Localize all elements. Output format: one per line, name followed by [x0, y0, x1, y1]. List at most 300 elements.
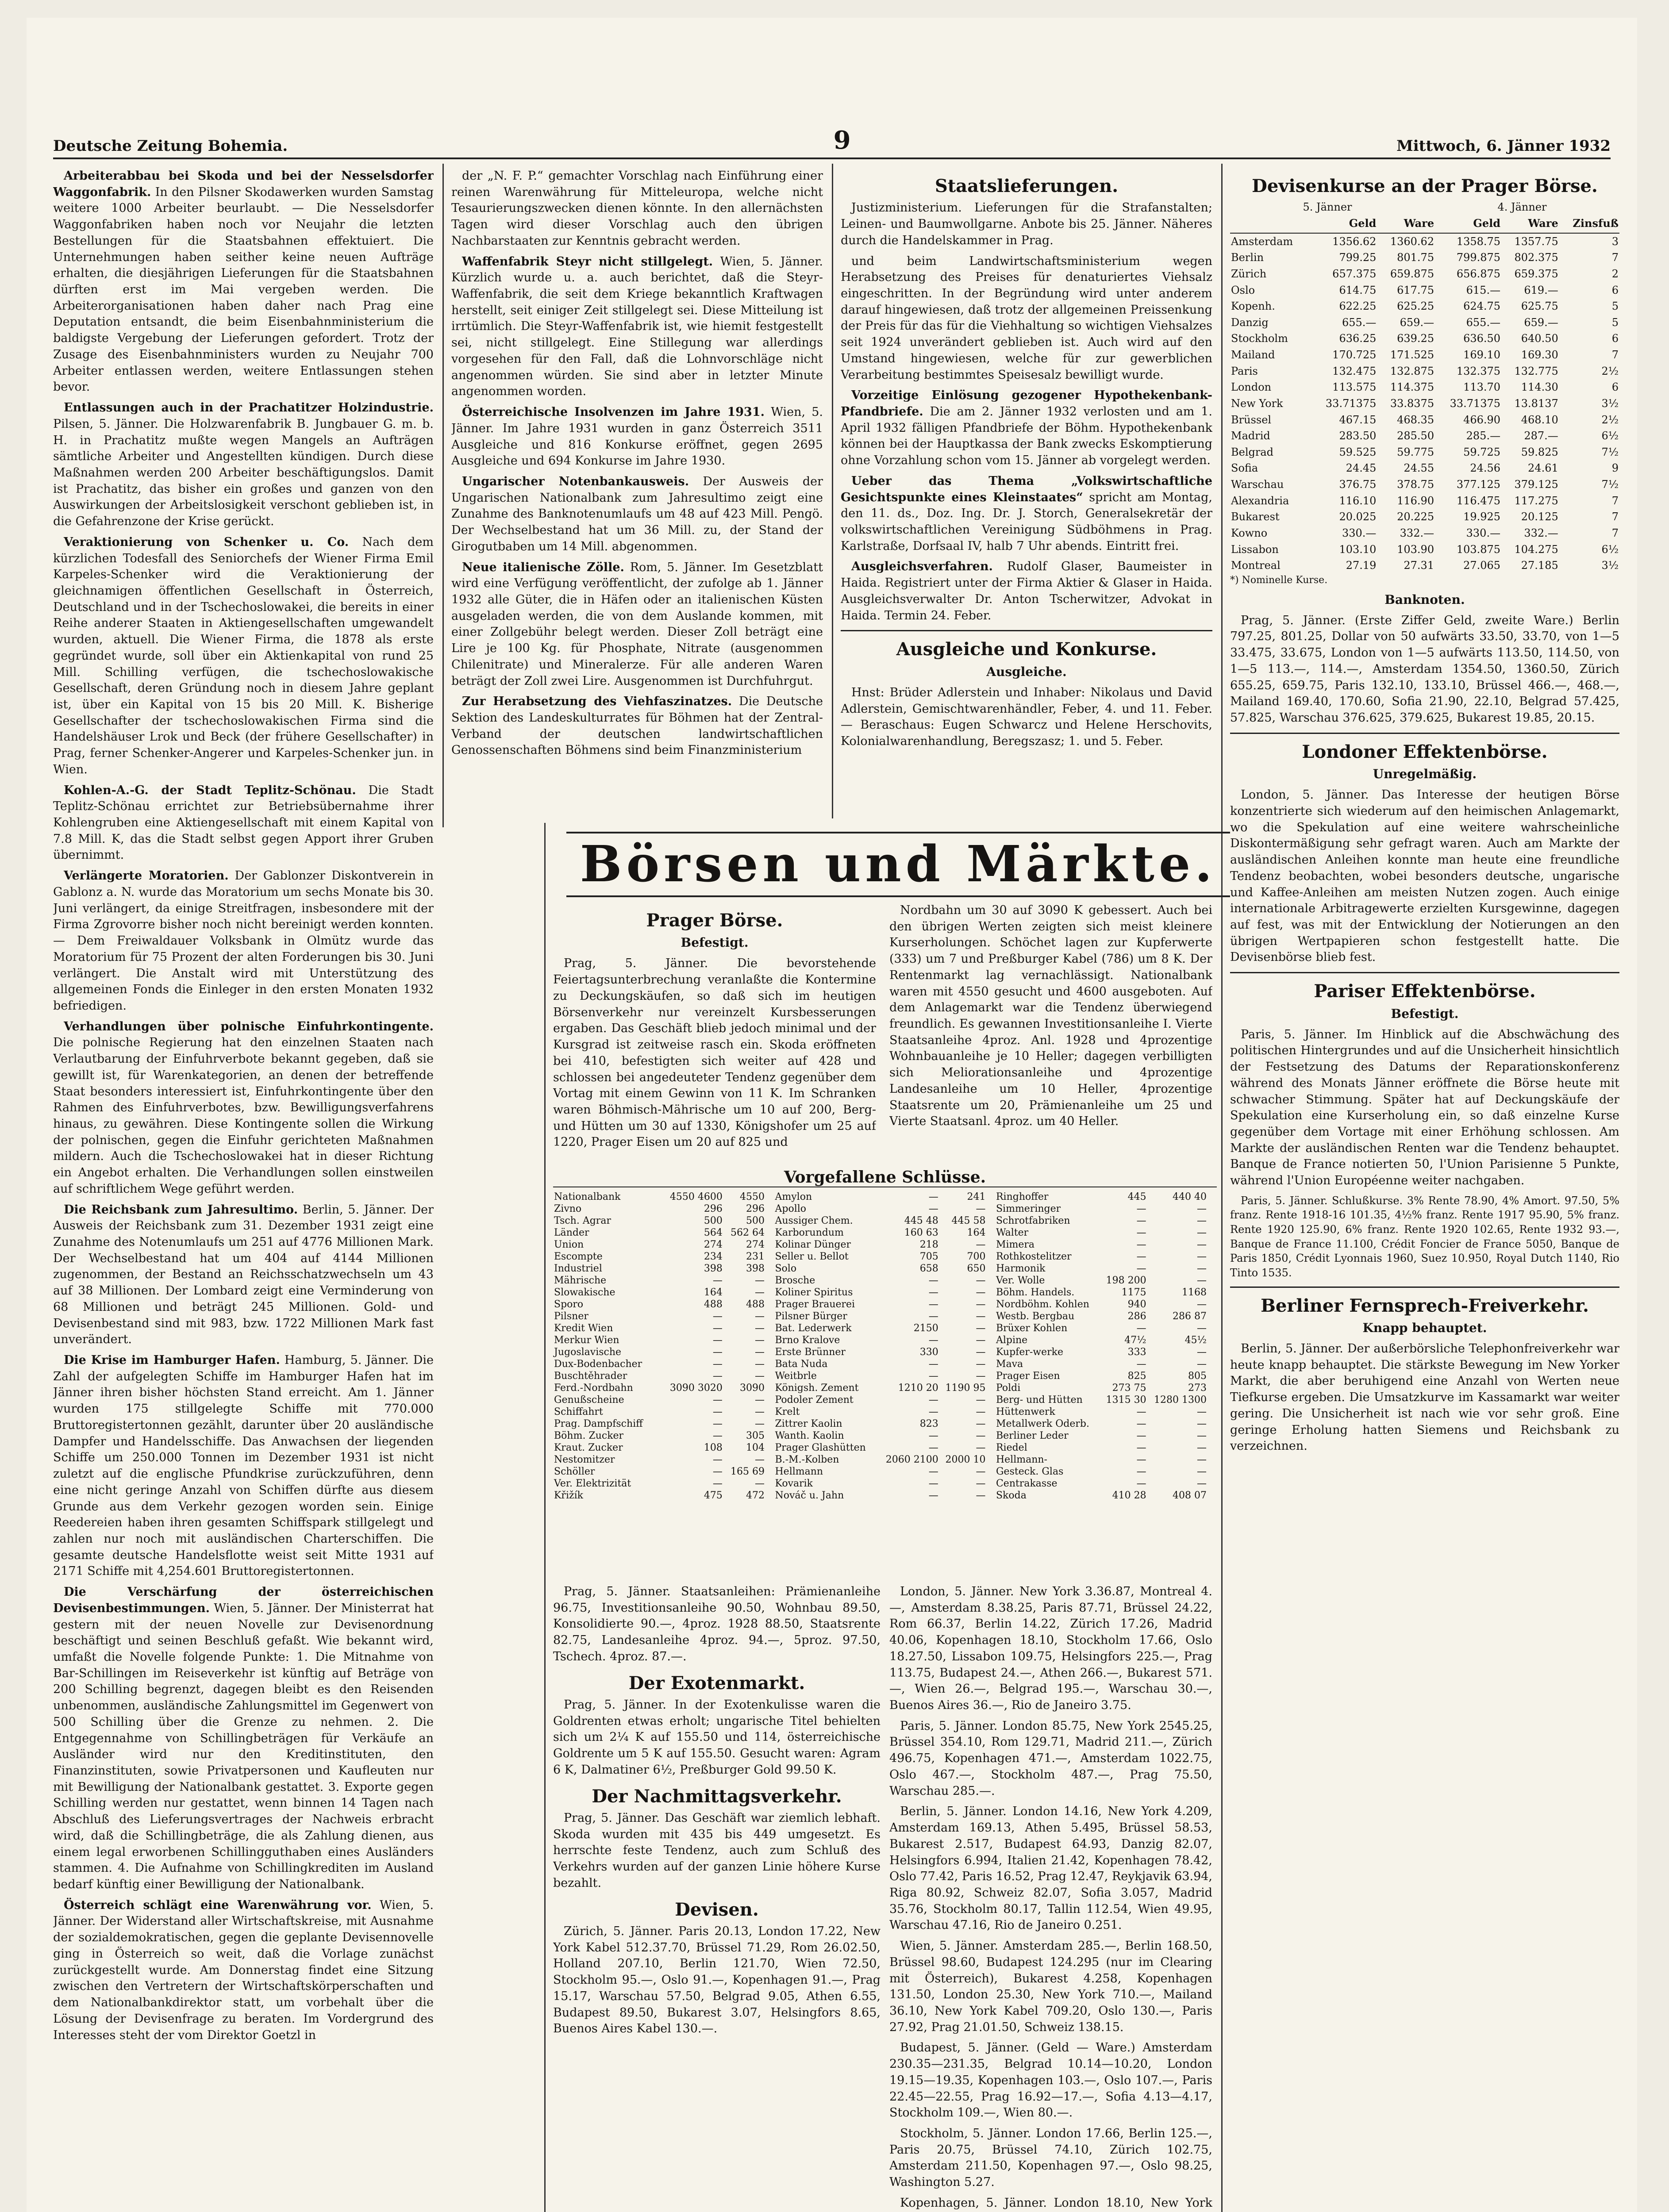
- stock-price: —: [976, 1359, 986, 1370]
- rate-value: 117.275: [1514, 494, 1558, 507]
- stock-price: —: [928, 1478, 938, 1489]
- london-sub: Unregelmäßig.: [1373, 767, 1477, 782]
- stock-price: 4550: [740, 1191, 765, 1202]
- stock-price: —: [712, 1430, 723, 1441]
- article-text: Der Ausweis der Ungarischen Nationalbank zum Jahresultimo zeigt eine Zunahme des Banknotenumlaufs um 48 auf 423 Mill. Pengö. Der Wechselbestand hat um 36 Mill. zu, der Stand der Girogutbaben um 14 Mill. abgenommen.: [451, 474, 823, 553]
- stock-name: Nestomitzer: [554, 1454, 615, 1465]
- rate-value: 104.275: [1514, 543, 1558, 556]
- stock-row: [995, 1406, 1208, 1418]
- stock-row: [553, 1334, 765, 1346]
- stock-price: —: [976, 1311, 986, 1322]
- rate-city: Mailand: [1231, 349, 1275, 361]
- stock-price: —: [755, 1359, 765, 1370]
- stock-row: [995, 1227, 1208, 1239]
- stock-name: Nordböhm. Kohlen: [996, 1299, 1089, 1310]
- article-paragraph: [53, 868, 434, 1014]
- stock-row: [995, 1191, 1208, 1203]
- stock-name: B.-M.-Kolben: [775, 1454, 839, 1465]
- rate-value: 169.30: [1521, 349, 1558, 361]
- exoten-title: Der Exotenmarkt.: [628, 1672, 805, 1694]
- rate-value: 332.—: [1524, 526, 1558, 539]
- rate-column-header: Geld: [1435, 215, 1501, 233]
- stock-price: —: [755, 1311, 765, 1322]
- rate-row: [1230, 298, 1619, 315]
- stock-row: [774, 1286, 986, 1298]
- stock-row: [774, 1454, 986, 1466]
- stock-row: [774, 1263, 986, 1275]
- stock-name: Ver. Wolle: [996, 1275, 1045, 1286]
- stock-row: [774, 1275, 986, 1286]
- rate-value: 113.70: [1463, 381, 1501, 394]
- stock-row: [995, 1334, 1208, 1346]
- rate-row: [1230, 476, 1619, 493]
- rate-value: 24.56: [1470, 462, 1501, 475]
- stock-name: Apollo: [775, 1203, 807, 1214]
- stock-price: —: [976, 1371, 986, 1382]
- article-headline: Ueber das Thema „Volkswirtschaftliche Gesichtspunkte eines Kleinstaates“: [841, 474, 1212, 504]
- stock-name: Mava: [996, 1359, 1023, 1370]
- rate-value: 27.185: [1521, 559, 1558, 572]
- stock-price: 488: [746, 1299, 765, 1310]
- berlin-sub: Knapp behauptet.: [1362, 1320, 1487, 1335]
- stock-price: 274: [746, 1239, 765, 1250]
- stock-price: —: [928, 1299, 938, 1310]
- article-paragraph: [53, 534, 434, 778]
- stock-price: 218: [919, 1239, 938, 1250]
- stock-price: 47½: [1124, 1335, 1146, 1346]
- rate-row: [1230, 363, 1619, 380]
- rate-value: 624.75: [1463, 300, 1501, 313]
- stock-name: Walter: [996, 1227, 1029, 1238]
- stock-name: Solo: [775, 1263, 797, 1274]
- stock-name: Bat. Lederwerk: [775, 1323, 852, 1334]
- stock-price: —: [928, 1371, 938, 1382]
- stock-name: Schöller: [554, 1466, 595, 1477]
- stock-row: [553, 1215, 765, 1227]
- rate-value: 5: [1611, 300, 1619, 313]
- article-paragraph: [53, 1897, 434, 2043]
- stock-row: [774, 1203, 986, 1215]
- rate-value: 27.31: [1404, 559, 1434, 572]
- stock-name: Gesteck. Glas: [996, 1466, 1064, 1477]
- rate-row: [1230, 266, 1619, 282]
- stock-name: Zittrer Kaolin: [775, 1418, 842, 1429]
- stock-row: [774, 1466, 986, 1478]
- rate-row: [1230, 557, 1619, 574]
- stock-price: —: [1136, 1466, 1146, 1477]
- rate-row: [1230, 250, 1619, 266]
- article-paragraph: [841, 253, 1212, 384]
- rate-value: 24.45: [1346, 462, 1377, 475]
- page-header: [53, 119, 1611, 159]
- rate-city: Kopenh.: [1231, 300, 1275, 313]
- article-paragraph: [53, 1202, 434, 1348]
- stock-row: [553, 1406, 765, 1418]
- rate-value: 655.—: [1342, 316, 1377, 329]
- stock-price: 823: [919, 1418, 938, 1429]
- rate-value: 1357.75: [1514, 235, 1558, 248]
- stock-row: [553, 1370, 765, 1382]
- stock-price: 164: [967, 1227, 986, 1238]
- stock-name: Karborundum: [775, 1227, 844, 1238]
- stock-row: [553, 1442, 765, 1454]
- rate-value: 33.71375: [1450, 397, 1501, 410]
- article-paragraph: [451, 404, 823, 469]
- stock-price: 700: [967, 1251, 986, 1262]
- rate-value: 27.19: [1346, 559, 1377, 572]
- stock-price: —: [1196, 1239, 1207, 1250]
- stock-price: 273 75: [1112, 1382, 1146, 1394]
- stock-price: —: [1136, 1430, 1146, 1441]
- article-headline: Neue italienische Zölle.: [462, 560, 624, 574]
- rate-value: 379.125: [1514, 478, 1558, 491]
- exoten-text: Prag, 5. Jänner. In der Exotenkulisse waren die Goldrenten etwas erholt; ungarische Titel behielten sich um 2¼ K auf 155.50 und 114, österreichische Goldrente um 5 K auf 155.50. Gesucht waren: Agram 6 K, Dalmatiner 6½, Preßburger Gold 99.50 K.: [553, 1697, 881, 1777]
- article-headline: Vorzeitige Einlösung gezogener Hypothekenbank-Pfandbriefe.: [841, 388, 1212, 419]
- banknoten-text: Prag, 5. Jänner. (Erste Ziffer Geld, zweite Ware.) Berlin 797.25, 801.25, Dollar von 50 aufwärts 33.50, 33.70, von 1—5 33.475, 33.675, London von 1—5 aufwärts 113.50, 114.50, von 1—5 113.—, 114.—, Amsterdam 1354.50, 1360.50, Zürich 655.25, 659.75, Paris 132.10, 133.10, Brüssel 466.—, 468.—, Mailand 169.40, 170.60, Sofia 21.90, 22.10, Belgrad 57.425, 57.825, Warschau 376.625, 379.625, Bukarest 19.85, 20.15.: [1230, 613, 1619, 725]
- rate-value: 6½: [1601, 543, 1619, 556]
- stock-price: —: [755, 1418, 765, 1429]
- article-text: In den Pilsner Skodawerken wurden Samstag weitere 1000 Arbeiter beurlaubt. — Die Nesselsdorfer Waggonfabriken haben noch vor Neujahr die letzten Bestellungen für die Staatsbahnen effektuiert. Die Unternehmungen haben seither keine neuen Aufträge erhalten, die diesjährigen Lieferungen für die Staatsbahnen dürften erst im Mai vergeben werden. Die Arbeiterorganisationen haben daher nach Prag eine Deputation entsandt, die beim Eisenbahnministerium die baldigste Vergebung der Lieferungen gefordert. Trotz der Zusage des Eisenbahnministers wurden zu Neujahr 700 Arbeiter entlassen werden, weitere Entlassungen stehen bevor.: [53, 185, 434, 394]
- stock-name: Wanth. Kaolin: [775, 1430, 844, 1441]
- stock-price: 3090 3020: [669, 1382, 723, 1394]
- rate-row: [1230, 396, 1619, 412]
- stock-row: [553, 1454, 765, 1466]
- stock-name: Harmonik: [996, 1263, 1046, 1274]
- rate-row: [1230, 412, 1619, 428]
- rate-value: 1360.62: [1390, 235, 1434, 248]
- stock-price: —: [976, 1394, 986, 1406]
- berlin-title: Berliner Fernsprech-Freiverkehr.: [1261, 1295, 1589, 1316]
- stock-row: [553, 1382, 765, 1394]
- stock-price: —: [976, 1239, 986, 1250]
- stock-price: 500: [746, 1215, 765, 1226]
- article-paragraph: [451, 474, 823, 555]
- stock-name: Podoler Zement: [775, 1394, 854, 1406]
- article-paragraph: [841, 559, 1212, 624]
- rate-value: 103.90: [1397, 543, 1434, 556]
- stock-row: [774, 1227, 986, 1239]
- rate-value: 625.75: [1521, 300, 1558, 313]
- article-text: Justizministerium. Lieferungen für die Strafanstalten; Leinen- und Baumwollgarne. Anbote bis 25. Jänner. Näheres durch die Handelskammer in Prag.: [841, 201, 1212, 247]
- stock-name: Zivno: [554, 1203, 582, 1214]
- stock-price: —: [1196, 1418, 1207, 1429]
- stock-price: —: [712, 1275, 723, 1286]
- devisen-table-header: [1230, 215, 1619, 233]
- stock-price: 1190 95: [945, 1382, 986, 1394]
- stock-price: 160 63: [904, 1227, 938, 1238]
- stock-price: —: [976, 1323, 986, 1334]
- article-headline: Ungarischer Notenbankausweis.: [462, 474, 689, 488]
- stock-name: Brüxer Kohlen: [996, 1323, 1068, 1334]
- rate-value: 1356.62: [1332, 235, 1377, 248]
- stock-name: Berg- und Hütten: [996, 1394, 1083, 1406]
- rate-value: 27.065: [1463, 559, 1501, 572]
- stock-price: 488: [704, 1299, 723, 1310]
- stock-price: —: [976, 1347, 986, 1358]
- rate-value: 20.025: [1339, 511, 1377, 523]
- stock-name: Nováč u. Jahn: [775, 1490, 844, 1501]
- rate-value: 617.75: [1397, 284, 1434, 296]
- stock-row: [995, 1251, 1208, 1263]
- rate-city: Stockholm: [1231, 332, 1288, 345]
- rate-value: 13.8137: [1514, 397, 1558, 410]
- rate-value: 7½: [1601, 445, 1619, 458]
- rate-value: 656.875: [1456, 267, 1501, 280]
- stock-name: Genußscheine: [554, 1394, 624, 1406]
- schluesse-title: Vorgefallene Schlüsse.: [553, 1168, 1217, 1187]
- rule: [841, 630, 1212, 631]
- rate-city: Amsterdam: [1231, 235, 1293, 248]
- rate-value: 2½: [1601, 365, 1619, 377]
- stock-price: —: [712, 1418, 723, 1429]
- rate-value: 33.71375: [1325, 397, 1377, 410]
- article-headline: Die Krise im Hamburger Hafen.: [64, 1353, 280, 1367]
- banknoten-title: Banknoten.: [1384, 592, 1465, 607]
- stock-price: 445 58: [951, 1215, 986, 1226]
- rate-city: Berlin: [1231, 251, 1264, 264]
- stock-row: [995, 1478, 1208, 1490]
- date-label-current: 5. Jänner: [1303, 201, 1352, 214]
- stock-price: —: [1136, 1323, 1146, 1334]
- boersen-banner: Börsen und Märkte.: [566, 832, 1230, 897]
- stock-row: [774, 1298, 986, 1310]
- article-text: Wien, 5. Jänner. Der Widerstand aller Wirtschaftskreise, mit Ausnahme der sozialdemokratischen, gegen die geplante Devisennovelle ging in Österreich so weit, daß die Vorlage zunächst zurückgestellt wurde. Am Donnerstag findet eine Sitzung zwischen den Vertretern der Wirtschaftskörperschaften und dem Nationalbankdirektor statt, um vorbehalt über die Lösung der Devisenfrage zu beraten. Im Vordergrund des Interesses steht der vom Direktor Goetzl in: [53, 1898, 434, 2042]
- stock-price: 1175: [1121, 1287, 1146, 1298]
- article-text: Die am 2. Jänner 1932 verlosten und am 1. April 1932 fälligen Pfandbriefe der Böhm. Hypothekenbank können bei der Hauptkassa der Bank zwecks Eskomptierung ohne Vorzahlung schon vom 15. Jänner ab vorgelegt werden.: [841, 405, 1212, 468]
- stock-name: Kupfer-werke: [996, 1347, 1064, 1358]
- stock-price: 45½: [1184, 1335, 1207, 1346]
- stock-price: —: [755, 1347, 765, 1358]
- stock-name: Böhm. Handels.: [996, 1287, 1075, 1298]
- article-text: Nach dem kürzlichen Todesfall des Seniorchefs der Wiener Firma Emil Karpeles-Schenker wird die Veraktionierung der gleichnamigen öffentlichen Gesellschaft in Österreich, Deutschland und in der Tschechoslowakei, die bereits in einer Reihe anderer Staaten in Aktiengesellschaften umgewandelt wurden, aktuell. Die Wiener Firma, die 1878 als erste gegründet wurde, soll über ein Aktienkapital von rund 25 Mill. Schilling verfügen, die tschechoslowakische Gesellschaft, deren Gründung noch in diesem Jahre geplant ist, über ein Kapital von 15 bis 20 Mill. K. Bisherige Gesellschafter der tschechoslowakischen Firma sind die Handelshäuser Lrok und Beck (der frühere Gesellschafter) in Prag, ferner Schenker-Angerer und Karpeles-Schenker jun. in Wien.: [53, 535, 434, 776]
- stock-price: 2000 10: [945, 1454, 986, 1465]
- rate-value: 132.475: [1332, 365, 1377, 377]
- stock-name: Königsh. Zement: [775, 1382, 859, 1394]
- stock-row: [553, 1478, 765, 1490]
- stock-price: —: [712, 1311, 723, 1322]
- stock-price: 296: [746, 1203, 765, 1214]
- stock-name: Koliner Spiritus: [775, 1287, 853, 1298]
- stock-price: —: [1196, 1275, 1207, 1286]
- rate-value: 619.—: [1524, 284, 1558, 296]
- devisen-kopenhagen-text: Kopenhagen, 5. Jänner. London 18.10, New York: [900, 2196, 1212, 2210]
- rate-value: 332.—: [1400, 526, 1434, 539]
- article-headline: Entlassungen auch in der Prachatitzer Holzindustrie.: [64, 401, 434, 415]
- stock-price: —: [1136, 1251, 1146, 1262]
- rate-value: 330.—: [1466, 526, 1501, 539]
- column-divider: [544, 823, 546, 2212]
- stock-price: —: [755, 1454, 765, 1465]
- rate-value: 59.775: [1397, 445, 1434, 458]
- stock-name: Union: [554, 1239, 584, 1250]
- stock-row: [553, 1394, 765, 1406]
- stock-price: 273: [1188, 1382, 1207, 1394]
- rate-value: 113.575: [1332, 381, 1377, 394]
- stock-price: —: [1196, 1454, 1207, 1465]
- article-paragraph: [451, 168, 823, 250]
- rate-value: 466.90: [1463, 413, 1501, 426]
- stock-row: [995, 1454, 1208, 1466]
- stock-row: [774, 1430, 986, 1442]
- stock-name: Escompte: [554, 1251, 603, 1262]
- stock-price: —: [755, 1287, 765, 1298]
- rate-column-header: Ware: [1377, 215, 1435, 233]
- article-paragraph: [53, 1584, 434, 1893]
- boersen-lower-left: [553, 1584, 881, 2212]
- devisen-paris-text: Paris, 5. Jänner. London 85.75, New York 2545.25, Brüssel 354.10, Rom 129.71, Madrid 211.—, Zürich 496.75, Kopenhagen 471.—, Amsterdam 1022.75, Oslo 467.—, Stockholm 487.—, Prag 75.50, Warschau 285.—.: [889, 1719, 1212, 1798]
- stock-price: 1315 30: [1106, 1394, 1146, 1406]
- devisen-berlin-text: Berlin, 5. Jänner. London 14.16, New York 4.209, Amsterdam 169.13, Athen 5.495, Brüssel 58.53, Bukarest 2.517, Budapest 64.93, Danzig 82.07, Helsingfors 6.994, Italien 21.42, Kopenhagen 78.42, Oslo 77.42, Paris 16.52, Prag 12.47, Reykjavik 63.94, Riga 80.92, Schweiz 82.07, Sofia 3.057, Madrid 35.76, Stockholm 80.17, Tallin 112.54, Wien 49.95, Warschau 47.16, Rio de Janeiro 0.251.: [889, 1805, 1212, 1932]
- stock-price: —: [1196, 1442, 1207, 1453]
- article-headline: Österreichische Insolvenzen im Jahre 1931.: [462, 405, 765, 419]
- stock-price: 2150: [913, 1323, 938, 1334]
- rate-value: 5: [1611, 316, 1619, 329]
- rate-value: 7: [1611, 526, 1619, 539]
- rate-value: 20.225: [1397, 511, 1434, 523]
- rate-value: 659.—: [1400, 316, 1434, 329]
- rate-value: 377.125: [1456, 478, 1501, 491]
- stock-price: —: [712, 1347, 723, 1358]
- stock-price: 231: [746, 1251, 765, 1262]
- prager-text-2: Nordbahn um 30 auf 3090 K gebessert. Auch bei den übrigen Werten zeigten sich meist kleinere Kurserholungen. Schöchet lagen zur Kupferwerte (333) um 7 und Preßburger Kabel (786) um 8 K. Der Rentenmarkt lag vernachlässigt. Nationalbank waren mit 4550 gesucht und 4600 ausgeboten. Auf dem Anlagemarkt war die Tendenz überwiegend freundlich. Es gewannen Investitionsanleihe I. Vierte Staatsanleihe 4proz. Anl. 1928 und 4prozentige Wohnbauanleihe je 10 Heller; dagegen verbilligten sich Meliorationsanleihe und 4prozentige Landesanleihe um 10 Heller, 4prozentige Staatsrente um 20, Prämienanleihe um 25 und Vierte Staatsanl. 4proz. um 40 Heller.: [889, 903, 1212, 1129]
- stock-price: 4550 4600: [669, 1191, 723, 1202]
- article-headline: Die Verschärfung der österreichischen Devisenbestimmungen.: [53, 1585, 434, 1615]
- stock-name: Mährische: [554, 1275, 607, 1286]
- stock-price: —: [1136, 1454, 1146, 1465]
- stock-price: —: [1196, 1227, 1207, 1238]
- article-paragraph: [451, 254, 823, 400]
- stock-name: Schiffahrt: [554, 1406, 603, 1417]
- stock-price: —: [976, 1478, 986, 1489]
- article-paragraph: [841, 200, 1212, 249]
- stock-price: 440 40: [1172, 1191, 1207, 1202]
- stock-price: 500: [704, 1215, 723, 1226]
- stock-name: Weitbrle: [775, 1371, 817, 1382]
- rate-row: [1230, 493, 1619, 509]
- rate-value: 799.875: [1456, 251, 1501, 264]
- rate-row: [1230, 460, 1619, 476]
- rate-row: [1230, 233, 1619, 250]
- stock-price: —: [976, 1430, 986, 1441]
- rate-value: 6: [1611, 284, 1619, 296]
- column-divider: [832, 164, 833, 818]
- stock-name: Ver. Elektrizität: [554, 1478, 631, 1489]
- stock-name: Hüttenwerk: [996, 1406, 1055, 1417]
- rate-value: 285.50: [1397, 430, 1434, 442]
- article-headline: Verhandlungen über polnische Einfuhrkontingente.: [64, 1019, 434, 1033]
- stock-row: [553, 1239, 765, 1251]
- article-headline: Zur Herabsetzung des Viehfaszinatzes.: [462, 695, 732, 709]
- stock-price: —: [1136, 1215, 1146, 1226]
- article-paragraph: [53, 168, 434, 396]
- rate-value: 636.25: [1339, 332, 1377, 345]
- rate-value: 802.375: [1514, 251, 1558, 264]
- article-headline: Die Reichsbank zum Jahresultimo.: [64, 1202, 298, 1217]
- paper-name: Deutsche Zeitung Bohemia.: [53, 137, 288, 155]
- stock-price: 198 200: [1106, 1275, 1146, 1286]
- rate-value: 467.15: [1339, 413, 1377, 426]
- stock-price: —: [1196, 1430, 1207, 1441]
- rate-row: [1230, 525, 1619, 541]
- rate-value: 1358.75: [1456, 235, 1501, 248]
- stocks-table-b: [774, 1191, 986, 1502]
- stock-row: [774, 1358, 986, 1370]
- stock-name: Tsch. Agrar: [554, 1215, 611, 1226]
- rate-city: Alexandria: [1231, 494, 1289, 507]
- stock-price: —: [1136, 1263, 1146, 1274]
- stock-price: —: [1196, 1478, 1207, 1489]
- stock-price: —: [928, 1287, 938, 1298]
- stock-price: —: [928, 1191, 938, 1202]
- stock-name: Dux-Bodenbacher: [554, 1359, 642, 1370]
- rate-value: 330.—: [1342, 526, 1377, 539]
- rule: [1230, 733, 1619, 734]
- article-text: Die Deutsche Sektion des Landeskulturrates für Böhmen hat der Zentral-Verband der deutschen landwirtschaftlichen Genossenschaften Böhmens sind beim Finanzministerium: [451, 695, 823, 757]
- devisen-budapest-text: Budapest, 5. Jänner. (Geld — Ware.) Amsterdam 230.35—231.35, Belgrad 10.14—10.20, London 19.15—19.35, Kopenhagen 103.—, Oslo 107.—, Paris 22.45—22.55, Prag 16.92—17.—, Sofia 4.13—4.17, Stockholm 109.—, Wien 80.—.: [889, 2041, 1212, 2120]
- stock-price: 562 64: [731, 1227, 765, 1238]
- stock-price: —: [1196, 1323, 1207, 1334]
- stock-name: Westb. Bergbau: [996, 1311, 1075, 1322]
- stock-price: —: [928, 1466, 938, 1477]
- article-headline: Ausgleichsverfahren.: [851, 560, 993, 574]
- stock-row: [553, 1203, 765, 1215]
- rate-value: 169.10: [1463, 349, 1501, 361]
- stock-row: [774, 1346, 986, 1358]
- stock-name: Prager Eisen: [996, 1371, 1060, 1382]
- stock-price: 108: [704, 1442, 723, 1453]
- stock-price: —: [712, 1466, 723, 1477]
- rule: [1230, 1286, 1619, 1288]
- stock-price: 241: [967, 1191, 986, 1202]
- article-text: der „N. F. P.“ gemachter Vorschlag nach Einführung einer reinen Warenwährung für Mitteleuropa, welche nicht Tesaurierungszwecken dienen könnte. In den allernächsten Tagen wird dieser Vorschlag auch den übrigen Nachbarstaaten zur Kenntnis gebracht werden.: [451, 169, 823, 248]
- stock-price: 475: [704, 1490, 723, 1501]
- stock-price: —: [1136, 1359, 1146, 1370]
- article-headline: Arbeiterabbau bei Skoda und bei der Nesselsdorfer Waggonfabrik.: [53, 169, 434, 199]
- stock-price: 286 87: [1172, 1311, 1207, 1322]
- stock-price: —: [1196, 1406, 1207, 1417]
- stock-row: [774, 1406, 986, 1418]
- stock-price: —: [976, 1490, 986, 1501]
- rate-city: London: [1231, 381, 1272, 394]
- stock-price: 1280 1300: [1154, 1394, 1207, 1406]
- rate-column-header: Zinsfuß: [1559, 215, 1619, 233]
- stock-name: Kredit Wien: [554, 1323, 613, 1334]
- subsection-ausgleiche: Ausgleiche.: [986, 664, 1067, 679]
- stock-price: 333: [1127, 1347, 1146, 1358]
- stock-name: Seller u. Bellot: [775, 1251, 849, 1262]
- stock-price: —: [755, 1478, 765, 1489]
- stock-price: 398: [746, 1263, 765, 1274]
- rate-value: 19.925: [1463, 511, 1501, 523]
- rate-city: Danzig: [1231, 316, 1269, 329]
- section-title-staatslieferungen: Staatslieferungen.: [934, 176, 1119, 196]
- stock-name: Pilsner: [554, 1311, 588, 1322]
- stock-row: [774, 1382, 986, 1394]
- rate-value: 287.—: [1524, 430, 1558, 442]
- stock-price: —: [928, 1430, 938, 1441]
- stock-name: Kraut. Zucker: [554, 1442, 623, 1453]
- stock-price: 825: [1127, 1371, 1146, 1382]
- stock-row: [995, 1275, 1208, 1286]
- stock-price: —: [1196, 1299, 1207, 1310]
- stock-name: Nationalbank: [554, 1191, 621, 1202]
- stock-price: —: [755, 1371, 765, 1382]
- stock-price: —: [976, 1299, 986, 1310]
- stock-row: [553, 1322, 765, 1334]
- stock-name: Prager Glashütten: [775, 1442, 866, 1453]
- stock-row: [995, 1382, 1208, 1394]
- prager-sub: Befestigt.: [681, 935, 749, 950]
